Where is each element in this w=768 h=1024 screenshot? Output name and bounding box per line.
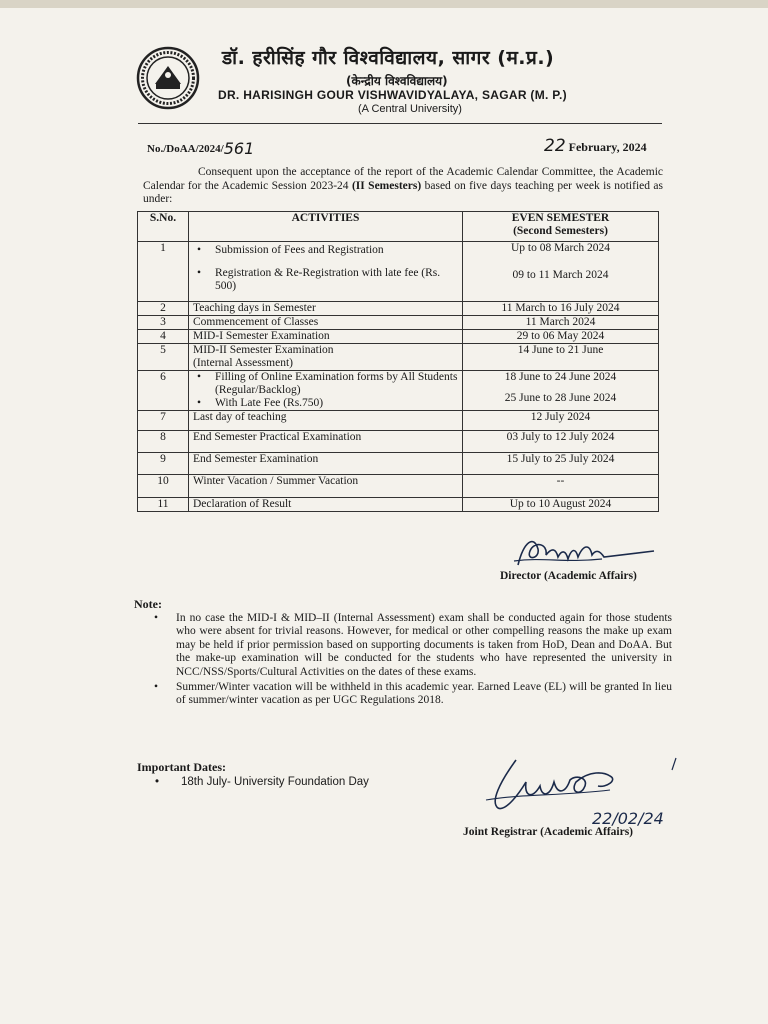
header-sno: S.No. [138,212,189,242]
row-date: Up to 10 August 2024 [463,498,659,512]
note-heading: Note: [134,597,162,611]
row-date: 29 to 06 May 2024 [463,330,659,344]
row-activity: End Semester Practical Examination [189,431,463,453]
director-signature [504,531,664,571]
notes-list [152,612,672,708]
table-row [138,498,659,512]
important-dates-list [155,776,369,788]
central-university-english: (A Central University) [358,103,462,115]
row-sno: 5 [138,344,189,371]
date-month-year: February, 2024 [568,140,647,154]
date-item: 18 June to 24 June 2024 [504,371,617,383]
row-date: 11 March to 16 July 2024 [463,302,659,316]
activity-item: • With Late Fee (Rs.750) [193,397,458,410]
row-sno: 1 [138,242,189,302]
handwritten-reference-no: 561 [223,139,255,158]
notice-date [544,136,647,156]
row-activity [189,344,463,371]
row-date: -- [463,475,659,498]
row-activity: Teaching days in Semester [189,302,463,316]
intro-paragraph [143,166,663,207]
row-activity [189,242,463,302]
row-sno: 4 [138,330,189,344]
handwritten-registrar-date: 22/02/24 [592,809,664,828]
row-sno: 11 [138,498,189,512]
row-activity [189,371,463,411]
table-row [138,453,659,475]
reference-number [147,137,254,156]
activity-item: • Registration & Re-Registration with late fee (Rs. 500) [193,267,458,293]
row-activity: Winter Vacation / Summer Vacation [189,475,463,498]
table-row [138,371,659,411]
handwritten-date-day: 22 [544,136,566,156]
intro-bold-text: (II Semesters) [351,179,422,192]
table-row [138,242,659,302]
row-sno: 10 [138,475,189,498]
university-name-hindi: डॉ. हरीसिंह गौर विश्वविद्यालय, सागर (म.प्र.) [222,47,555,69]
academic-calendar-table [137,211,659,512]
director-title: Director (Academic Affairs) [500,570,637,582]
row-sno: 8 [138,431,189,453]
table-row [138,316,659,330]
row-sno: 7 [138,411,189,431]
row-date: 03 July to 12 July 2024 [463,431,659,453]
university-seal-logo [136,46,200,110]
row-date: 15 July to 25 July 2024 [463,453,659,475]
intro-text: Consequent upon the acceptance of the report of the Academic Calendar Committee, the Academic Calendar for the Academic Session 2023-24 [143,166,663,192]
activity-item: • Submission of Fees and Registration [193,244,458,257]
joint-registrar-title: Joint Registrar (Academic Affairs) [463,826,634,838]
row-sno: 3 [138,316,189,330]
row-activity: Commencement of Classes [189,316,463,330]
header-semester-line2: (Second Semesters) [513,225,608,237]
table-row [138,411,659,431]
row-activity: End Semester Examination [189,453,463,475]
activity-item: MID-II Semester Examination [193,344,334,356]
row-activity: MID-I Semester Examination [189,330,463,344]
central-university-hindi: (केन्द्रीय विश्वविद्यालय) [346,74,448,88]
intro-text-end: based on five days teaching per week is notified as under: [143,179,663,205]
joint-registrar-signature [480,752,700,830]
university-name-english: DR. HARISINGH GOUR VISHWAVIDYALAYA, SAGAR (M. P.) [218,88,567,102]
header-semester-line1: EVEN SEMESTER [511,212,610,224]
table-row [138,344,659,371]
table-row [138,302,659,316]
row-date: 12 July 2024 [463,411,659,431]
date-item: Up to 08 March 2024 [510,242,610,254]
row-date: 11 March 2024 [463,316,659,330]
table-row [138,330,659,344]
note-item: • In no case the MID-I & MID–II (Internal Assessment) exam shall be conducted again for those students who were absent for trivial reasons. However, for medical or other compelling reasons the make up exam may be held if prior permission based on supporting documents is taken from HoD, Dean and DoAA. But the make-up examination will be conducted for the students who have represented the university in NCC/NSS/Sports/Cultural Activities on the dates of these exams. [152,612,672,679]
row-date [463,371,659,411]
page-top-edge [0,0,768,8]
date-item: 09 to 11 March 2024 [512,269,609,281]
header-even-semester [463,212,659,242]
activity-item: (Internal Assessment) [193,357,293,369]
reference-prefix: No./DoAA/2024/ [147,143,224,155]
activity-item: • Filling of Online Examination forms by All Students (Regular/Backlog) [193,371,458,397]
date-item: 25 June to 28 June 2024 [504,392,617,404]
table-row [138,431,659,453]
row-date: 14 June to 21 June [463,344,659,371]
important-dates-heading: Important Dates: [137,760,226,774]
table-row [138,475,659,498]
note-item: • Summer/Winter vacation will be withheld in this academic year. Earned Leave (EL) will be granted In lieu of summer/winter vacation as per UGC Regulations 2018. [152,681,672,708]
row-activity: Last day of teaching [189,411,463,431]
header-rule [138,123,662,124]
important-date-item: • 18th July- University Foundation Day [155,776,369,788]
row-date [463,242,659,302]
row-activity: Declaration of Result [189,498,463,512]
row-sno: 6 [138,371,189,411]
row-sno: 2 [138,302,189,316]
row-sno: 9 [138,453,189,475]
header-activities: ACTIVITIES [189,212,463,242]
table-header-row [138,212,659,242]
